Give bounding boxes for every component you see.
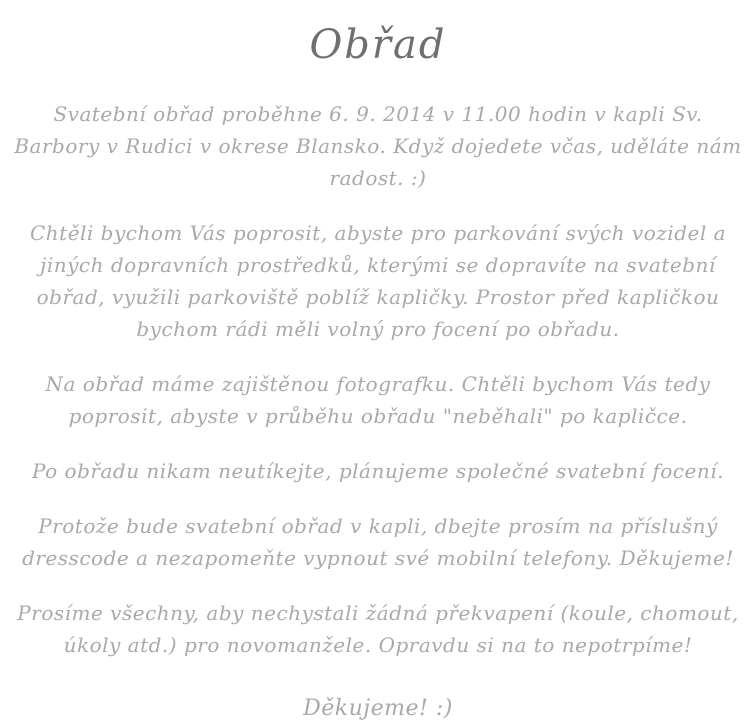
paragraph-no-surprises-request: Prosíme všechny, aby nechystali žádná překvapení (koule, chomout, úkoly atd.) pro novomanžele. Opravdu si na to nepotrpíme!: [17, 601, 739, 657]
closing-thanks: Děkujeme! :): [303, 696, 453, 721]
paragraph-dresscode-phones: Protože bude svatební obřad v kapli, dbejte prosím na příslušný dresscode a nezapomeňte vypnout své mobilní telefony. Děkujeme!: [22, 514, 734, 570]
paragraph-photographer-request: Na obřad máme zajištěnou fotografku. Chtěli bychom Vás tedy poprosit, abyste v průběhu obřadu "neběhali" po kapličce.: [45, 372, 711, 428]
paragraph-ceremony-date-location: Svatební obřad proběhne 6. 9. 2014 v 11.00 hodin v kapli Sv. Barbory v Rudici v okrese Blansko. Když dojedete včas, uděláte nám radost. :): [14, 102, 742, 190]
paragraph-group-photo-notice: Po obřadu nikam neutíkejte, plánujeme společné svatební focení.: [32, 459, 724, 483]
paragraph-parking-info: Chtěli bychom Vás poprosit, abyste pro parkování svých vozidel a jiných dopravních prostředků, kterými se dopravíte na svatební obřad, využili parkoviště poblíž kapličky. Prostor před kapličkou bychom rádi měli volný pro focení po obřadu.: [29, 221, 727, 341]
page-title: Obřad: [309, 22, 447, 68]
